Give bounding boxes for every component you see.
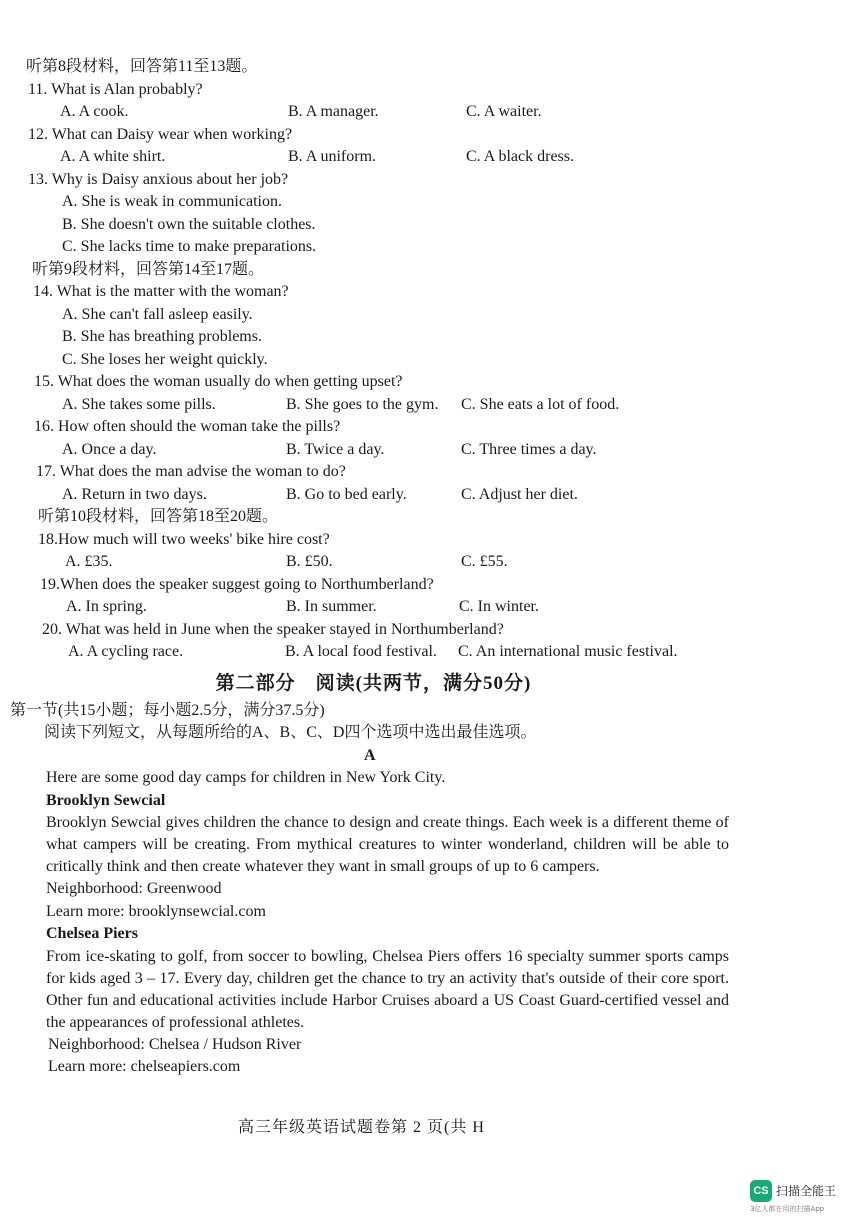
passage-label: A	[364, 746, 376, 764]
section-one-heading: 第一节(共15小题；每小题2.5分，满分37.5分)	[10, 701, 325, 719]
page-footer: 高三年级英语试题卷第 2 页(共 H	[238, 1119, 485, 1136]
question-16-stem: 16. How often should the woman take the pills?	[34, 418, 341, 435]
option-a: A. She takes some pills.	[62, 395, 216, 413]
camp-title-brooklyn: Brooklyn Sewcial	[46, 791, 166, 809]
section-9-heading: 听第9段材料，回答第14至17题。	[32, 260, 265, 278]
question-15-stem: 15. What does the woman usually do when getting upset?	[34, 373, 403, 390]
option-c: C. Adjust her diet.	[461, 485, 578, 503]
option-a: A. She is weak in communication.	[62, 193, 282, 210]
option-b: B. A manager.	[288, 103, 379, 120]
option-c: C. A waiter.	[466, 103, 542, 120]
scanner-app-name: 扫描全能王	[776, 1184, 837, 1198]
section-8-heading: 听第8段材料，回答第11至13题。	[26, 58, 258, 75]
option-c: C. An international music festival.	[458, 643, 678, 660]
question-17-stem: 17. What does the man advise the woman to do?	[36, 463, 346, 480]
option-c: C. In winter.	[459, 598, 539, 615]
option-b: B. A uniform.	[288, 148, 377, 165]
option-c: C. She loses her weight quickly.	[62, 350, 268, 368]
question-19-stem: 19.When does the speaker suggest going to Northumberland?	[40, 575, 434, 593]
option-c: C. She lacks time to make preparations.	[62, 238, 317, 255]
option-a: A. Once a day.	[62, 440, 157, 458]
part-two-title: 第二部分 阅读(共两节，满分50分)	[215, 672, 532, 694]
option-b: B. Twice a day.	[286, 440, 385, 458]
question-11-stem: 11. What is Alan probably?	[28, 80, 203, 98]
reading-instruction: 阅读下列短文，从每题所给的A、B、C、D四个选项中选出最佳选项。	[44, 724, 537, 741]
scanner-watermark	[750, 1180, 860, 1220]
option-b: B. She doesn't own the suitable clothes.	[62, 215, 316, 233]
option-b: B. She has breathing problems.	[62, 328, 262, 345]
camp-title-chelsea: Chelsea Piers	[46, 925, 138, 942]
option-b: B. She goes to the gym.	[286, 395, 439, 413]
camp-learn-more: Learn more: chelseapiers.com	[48, 1058, 241, 1075]
option-c: C. Three times a day.	[461, 440, 597, 458]
question-19-options	[0, 596, 867, 619]
question-18-options	[0, 551, 867, 574]
question-15-options	[0, 394, 867, 417]
exam-page	[0, 56, 867, 1079]
option-a: A. A cook.	[60, 103, 129, 120]
camp-description-chelsea	[0, 946, 867, 1034]
question-14-stem: 14. What is the matter with the woman?	[33, 283, 289, 300]
option-b: B. Go to bed early.	[286, 485, 407, 503]
option-a: A. £35.	[65, 553, 113, 570]
option-a: A. A white shirt.	[60, 148, 166, 165]
option-a: A. A cycling race.	[68, 643, 184, 660]
question-16-options	[0, 439, 867, 462]
camp-neighborhood: Neighborhood: Chelsea / Hudson River	[48, 1035, 302, 1053]
option-c: C. A black dress.	[466, 148, 574, 165]
camp-neighborhood: Neighborhood: Greenwood	[46, 880, 222, 897]
camscanner-logo-icon: CS	[750, 1180, 772, 1202]
question-20-options	[0, 641, 867, 664]
option-b: B. In summer.	[286, 598, 377, 615]
option-b: B. £50.	[286, 553, 333, 570]
question-17-options	[0, 484, 867, 507]
camp-description-text: From ice-skating to golf, from soccer to bowling, Chelsea Piers offers 16 specialty summer sports camps for kids aged 3 – 17. Every day, children get the chance to try an activity that's outside of their core sport. Other fun and educational activities include Harbor Cruises aboard a US Coast Guard-certified vessel and the appearances of professional athletes.	[46, 947, 729, 1031]
question-20-stem: 20. What was held in June when the speaker stayed in Northumberland?	[42, 620, 504, 638]
question-11-options	[0, 101, 867, 124]
option-a: A. She can't fall asleep easily.	[62, 305, 253, 323]
camp-description-text: Brooklyn Sewcial gives children the chance to design and create things. Each week is a different theme of what campers will be creating. From mythical creatures to winter wonderland, children will be able to critically think and then create whatever they want in small groups of up to 6 campers.	[46, 814, 729, 875]
option-a: A. In spring.	[66, 598, 147, 615]
question-12-stem: 12. What can Daisy wear when working?	[28, 125, 293, 143]
scanner-slogan: 3亿人都在用的扫描App	[750, 1205, 825, 1213]
camp-description-brooklyn	[0, 812, 867, 878]
option-b: B. A local food festival.	[285, 643, 437, 660]
section-10-heading: 听第10段材料，回答第18至20题。	[38, 508, 279, 525]
question-13-stem: 13. Why is Daisy anxious about her job?	[28, 170, 289, 188]
option-c: C. She eats a lot of food.	[461, 395, 620, 413]
question-18-stem: 18.How much will two weeks' bike hire cost?	[38, 530, 330, 548]
passage-intro: Here are some good day camps for children in New York City.	[46, 769, 446, 786]
option-a: A. Return in two days.	[62, 485, 207, 503]
camp-learn-more: Learn more: brooklynsewcial.com	[46, 902, 266, 920]
option-c: C. £55.	[461, 553, 508, 570]
question-12-options	[0, 146, 867, 169]
